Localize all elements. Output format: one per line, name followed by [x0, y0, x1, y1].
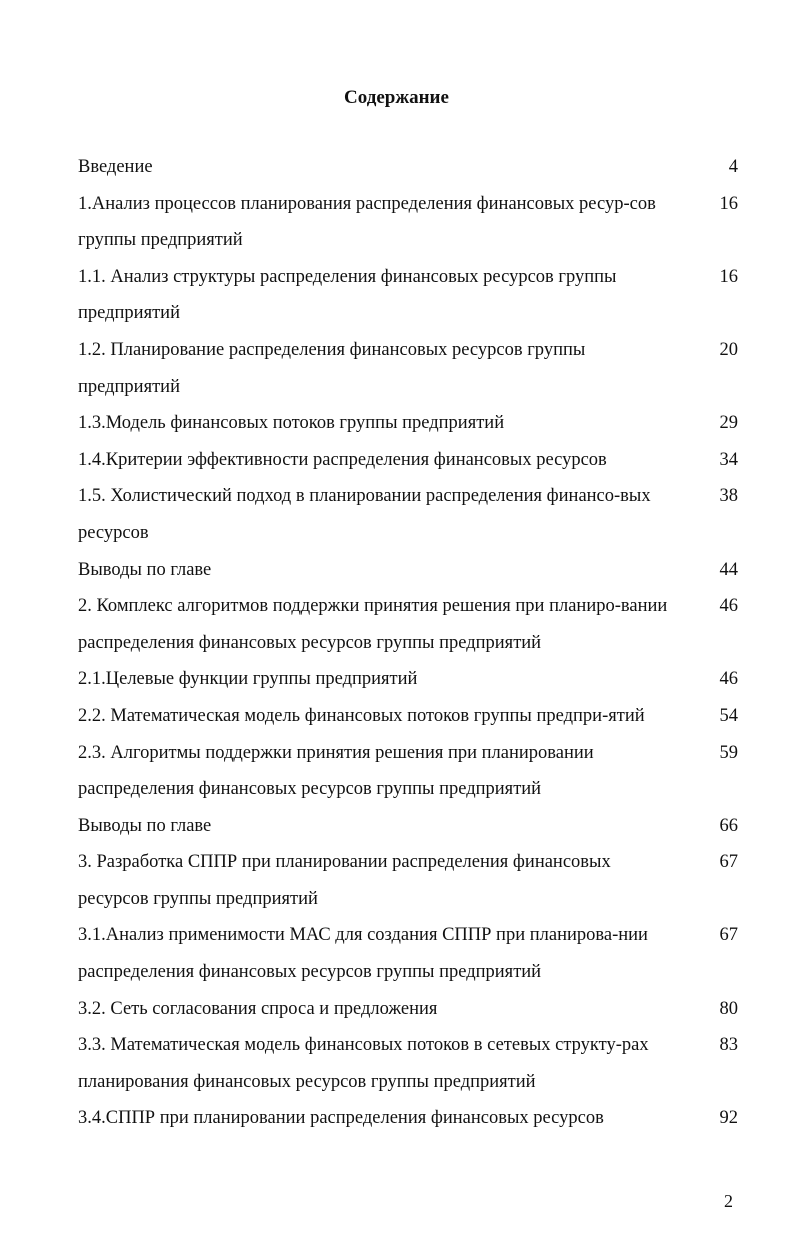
toc-entry-page: 38 — [719, 486, 738, 507]
toc-entry-label: 3.1.Анализ применимости МАС для создания СППР при планирова-нии распределения финансовых ресурсов группы предприятий — [78, 925, 648, 983]
toc-entry-page: 29 — [719, 413, 738, 434]
toc-entry — [78, 588, 738, 661]
toc-entry-page: 80 — [719, 998, 738, 1019]
toc-entry-page: 67 — [719, 852, 738, 873]
toc-entry — [78, 1027, 738, 1100]
toc-entry-label: 1.3.Модель финансовых потоков группы предприятий — [78, 413, 505, 434]
toc-entry-label: Введение — [78, 157, 153, 177]
toc-entry-label: 3. Разработка СППР при планировании распределения финансовых ресурсов группы предприятий — [78, 852, 611, 909]
toc-entry — [78, 844, 738, 917]
toc-entry-label: 1.5. Холистический подход в планировании распределения финансо-вых ресурсов — [78, 486, 651, 543]
toc-entry-label: 2.2. Математическая модель финансовых потоков группы предпри-ятий — [78, 705, 645, 726]
toc-entry-page: 59 — [719, 742, 738, 763]
toc-entry-label: 2.1.Целевые функции группы предприятий — [78, 669, 418, 690]
toc-entry — [78, 991, 738, 1028]
toc-entry-label: Выводы по главе — [78, 815, 212, 836]
toc-entry-page: 67 — [719, 925, 738, 946]
toc-entry-page: 46 — [719, 596, 738, 617]
toc-entry-page: 54 — [719, 705, 738, 726]
toc-entry-page: 83 — [719, 1035, 738, 1056]
toc-entry-page: 46 — [719, 669, 738, 690]
toc-entry-page: 16 — [719, 266, 738, 287]
toc-entry-page: 4 — [728, 157, 738, 177]
toc-entry — [78, 332, 738, 405]
toc-entry — [78, 552, 738, 589]
toc-entry-page: 44 — [719, 559, 738, 580]
toc-entry — [78, 661, 738, 698]
toc-entry — [78, 735, 738, 808]
toc-entry-label: 2.3. Алгоритмы поддержки принятия решения при планировании распределения финансовых ресурсов группы предприятий — [78, 742, 594, 800]
toc-entry-page: 92 — [719, 1108, 738, 1129]
toc-entry — [78, 808, 738, 845]
page-number: 2 — [724, 1191, 733, 1211]
toc-entry-label: 1.2. Планирование распределения финансовых ресурсов группы предприятий — [78, 339, 586, 397]
toc-entry — [78, 149, 738, 186]
table-of-contents — [78, 149, 738, 1137]
toc-entry — [78, 259, 738, 332]
toc-entry-label: 1.1. Анализ структуры распределения финансовых ресурсов группы предприятий — [78, 266, 617, 324]
toc-entry-label: 1.4.Критерии эффективности распределения финансовых ресурсов — [78, 449, 607, 470]
toc-entry-label: 2. Комплекс алгоритмов поддержки принятия решения при планиро-вании распределения финансовых ресурсов группы предприятий — [78, 596, 668, 653]
toc-entry — [78, 442, 738, 479]
toc-entry — [78, 698, 738, 735]
toc-entry-label: 1.Анализ процессов планирования распределения финансовых ресур-сов группы предприятий — [78, 193, 656, 251]
toc-entry — [78, 478, 738, 551]
toc-entry-page: 34 — [719, 449, 738, 470]
toc-entry-page: 20 — [719, 339, 738, 360]
toc-entry-label: Выводы по главе — [78, 559, 212, 580]
toc-entry — [78, 1100, 738, 1137]
toc-entry-label: 3.2. Сеть согласования спроса и предложения — [78, 998, 438, 1019]
toc-entry-label: 3.4.СППР при планировании распределения финансовых ресурсов — [78, 1108, 604, 1129]
toc-entry — [78, 186, 738, 259]
toc-entry — [78, 917, 738, 990]
toc-entry-page: 66 — [719, 815, 738, 836]
toc-entry — [78, 405, 738, 442]
toc-title: Содержание — [344, 87, 449, 108]
toc-entry-page: 16 — [719, 193, 738, 214]
toc-entry-label: 3.3. Математическая модель финансовых потоков в сетевых структу-рах планирования финансовых ресурсов группы предприятий — [78, 1035, 649, 1092]
